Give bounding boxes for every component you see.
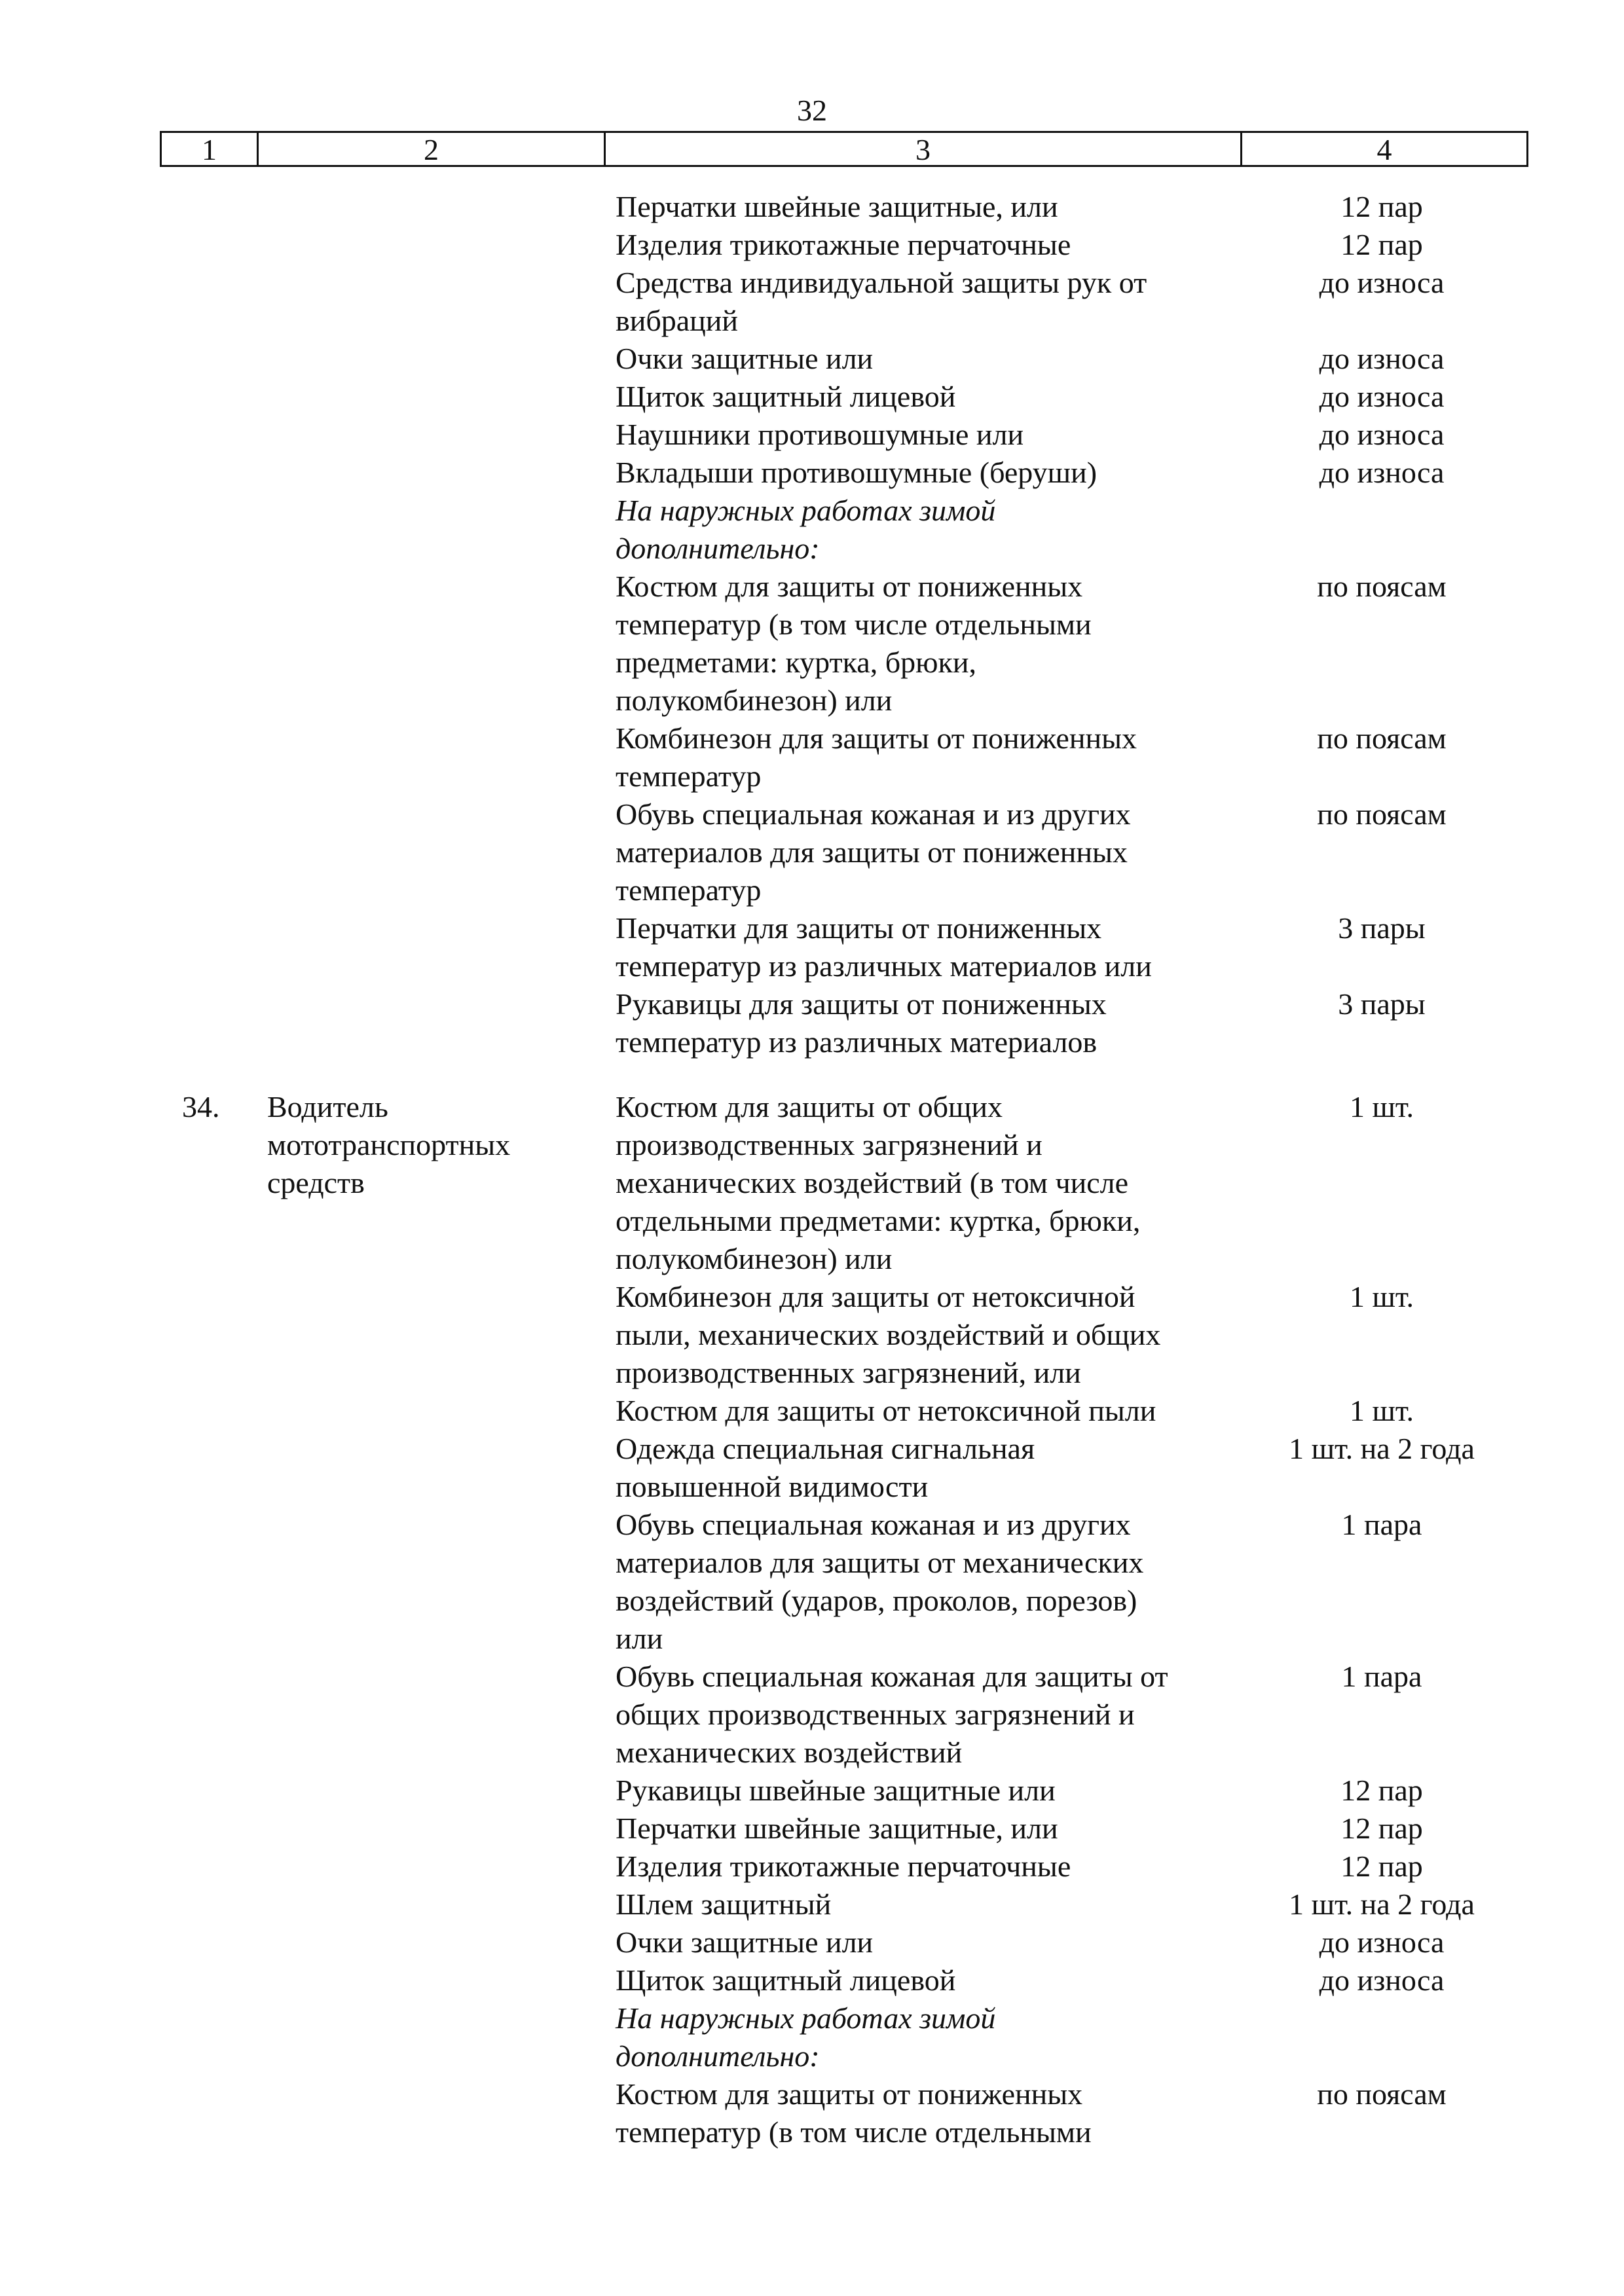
item-line: материалов для защиты от механических [616,1546,1144,1579]
header-cell-1: 1 [202,133,217,166]
item-quantity: до износа [1319,380,1445,413]
item-quantity: по поясам [1317,2077,1447,2111]
header-cell-2: 2 [257,133,604,165]
item-line: Щиток защитный лицевой [616,380,956,413]
item-note: дополнительно: [616,2039,820,2073]
item-line: материалов для защиты от пониженных [616,835,1128,869]
item-quantity: 3 пары [1338,987,1426,1021]
item-quantity: 1 пара [1341,1660,1422,1693]
item-quantity: по поясам [1317,797,1447,831]
item-note: дополнительно: [616,532,820,565]
item-quantity: до износа [1319,418,1445,451]
item-line: производственных загрязнений, или [616,1356,1081,1389]
profession-name: Водитель [267,1090,388,1123]
row-number: 34. [182,1090,220,1123]
item-line: Костюм для защиты от общих [616,1090,1003,1123]
item-line: температур (в том числе отдельными [616,608,1092,641]
item-quantity: до износа [1319,1963,1445,1997]
header-cell-4: 4 [1240,133,1526,165]
profession-name: средств [267,1166,365,1199]
page-number: 32 [797,94,827,127]
item-note: На наружных работах зимой [616,494,996,527]
item-line: Перчатки швейные защитные, или [616,1812,1058,1845]
item-quantity: 3 пары [1338,911,1426,945]
item-line: температур из различных материалов или [616,949,1152,983]
item-quantity: до износа [1319,342,1445,375]
item-line: Одежда специальная сигнальная [616,1432,1035,1465]
item-quantity: 1 шт. на 2 года [1289,1887,1475,1921]
profession-name: мототранспортных [267,1128,511,1161]
item-quantity: до износа [1319,1925,1445,1959]
item-quantity: до износа [1319,266,1445,299]
item-line: Шлем защитный [616,1887,832,1921]
item-quantity: по поясам [1317,721,1447,755]
item-line: температур (в том числе отдельными [616,2115,1092,2149]
item-line: полукомбинезон) или [616,1242,893,1275]
item-line: Костюм для защиты от пониженных [616,570,1083,603]
item-line: Щиток защитный лицевой [616,1963,956,1997]
header-cell-3: 3 [604,133,1240,165]
item-line: полукомбинезон) или [616,683,893,717]
item-line: Очки защитные или [616,1925,874,1959]
item-quantity: 1 шт. на 2 года [1289,1432,1475,1465]
item-quantity: 1 шт. [1349,1280,1414,1313]
item-line: отдельными предметами: куртка, брюки, [616,1204,1141,1237]
item-line: механических воздействий [616,1736,963,1769]
item-line: повышенной видимости [616,1470,929,1503]
item-line: вибраций [616,304,739,337]
item-line: пыли, механических воздействий и общих [616,1318,1161,1351]
item-line: предметами: куртка, брюки, [616,646,976,679]
item-line: Костюм для защиты от пониженных [616,2077,1083,2111]
item-quantity: 1 шт. [1349,1090,1414,1123]
table-header [160,131,1528,167]
item-quantity: 1 пара [1341,1508,1422,1541]
item-quantity: до износа [1319,456,1445,489]
item-line: Перчатки швейные защитные, или [616,190,1058,223]
item-quantity: 12 пар [1340,1774,1423,1807]
item-line: воздействий (ударов, проколов, порезов) [616,1584,1137,1617]
item-line: температур [616,873,762,907]
item-line: общих производственных загрязнений и [616,1698,1135,1731]
item-line: механических воздействий (в том числе [616,1166,1129,1199]
item-line: Изделия трикотажные перчаточные [616,228,1071,261]
item-quantity: 12 пар [1340,1850,1423,1883]
item-line: Наушники противошумные или [616,418,1024,451]
item-line: Очки защитные или [616,342,874,375]
item-line: температур [616,759,762,793]
item-quantity: 12 пар [1340,190,1423,223]
item-line: Костюм для защиты от нетоксичной пыли [616,1394,1156,1427]
item-quantity: по поясам [1317,570,1447,603]
item-line: Средства индивидуальной защиты рук от [616,266,1147,299]
item-line: Вкладыши противошумные (беруши) [616,456,1098,489]
item-note: На наружных работах зимой [616,2001,996,2035]
item-quantity: 12 пар [1340,1812,1423,1845]
item-line: производственных загрязнений и [616,1128,1043,1161]
item-line: Комбинезон для защиты от нетоксичной [616,1280,1135,1313]
item-line: Рукавицы для защиты от пониженных [616,987,1107,1021]
item-line: Изделия трикотажные перчаточные [616,1850,1071,1883]
item-line: Комбинезон для защиты от пониженных [616,721,1137,755]
item-line: Рукавицы швейные защитные или [616,1774,1056,1807]
item-line: Обувь специальная кожаная для защиты от [616,1660,1168,1693]
item-line: температур из различных материалов [616,1025,1098,1059]
item-line: Обувь специальная кожаная и из других [616,1508,1131,1541]
item-line: Перчатки для защиты от пониженных [616,911,1102,945]
item-line: или [616,1622,663,1655]
item-quantity: 12 пар [1340,228,1423,261]
item-quantity: 1 шт. [1349,1394,1414,1427]
item-line: Обувь специальная кожаная и из других [616,797,1131,831]
